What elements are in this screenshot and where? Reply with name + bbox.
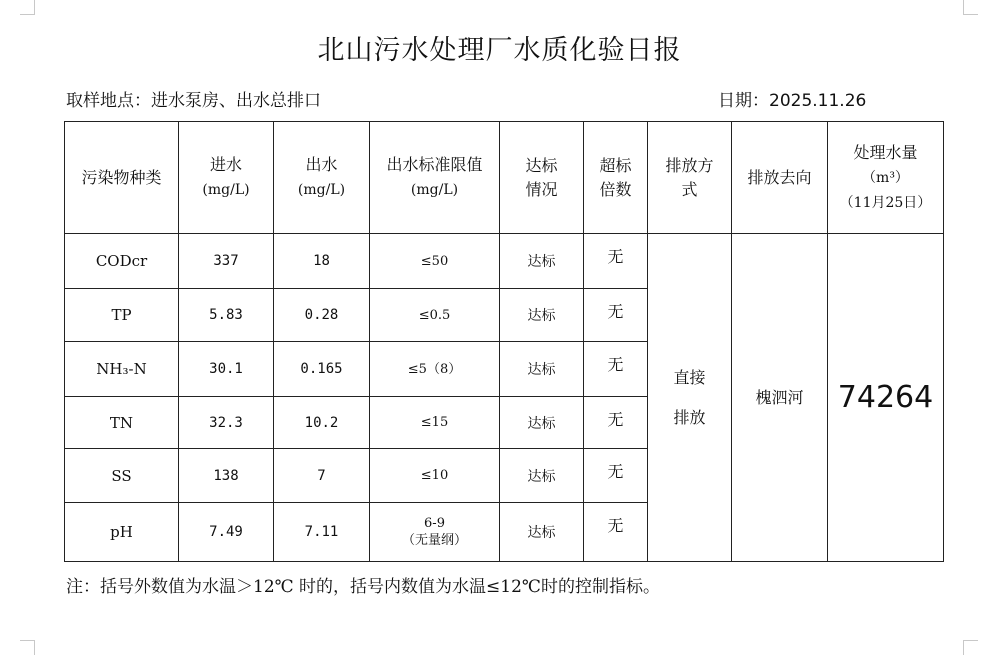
exceed-cell: 无 [584,289,648,342]
limit-cell: ≤10 [370,449,500,503]
status-cell: 达标 [500,397,584,449]
header-limit: 出水标准限值 (mg/L) [370,122,500,234]
crop-mark-top-right [963,0,978,15]
crop-mark-bottom-right [963,640,978,655]
status-cell: 达标 [500,234,584,289]
limit-cell: ≤50 [370,234,500,289]
effluent-cell: 10.2 [274,397,370,449]
report-title: 北山污水处理厂水质化验日报 [317,35,682,66]
influent-cell: 337 [179,234,274,289]
header-discharge-destination: 排放去向 [732,122,828,234]
influent-cell: 7.49 [179,503,274,562]
pollutant-cell: pH [65,503,179,562]
water-quality-table [64,121,944,562]
crop-mark-top-left [20,0,35,15]
status-cell: 达标 [500,503,584,562]
header-treated-volume: 处理水量 （m³） （11月25日） [828,122,944,234]
effluent-cell: 7.11 [274,503,370,562]
influent-cell: 138 [179,449,274,503]
limit-cell: ≤15 [370,397,500,449]
table-row [65,234,944,289]
pollutant-cell: NH₃-N [65,342,179,397]
limit-cell: 6-9 （无量纲） [370,503,500,562]
exceed-cell: 无 [584,234,648,289]
influent-cell: 5.83 [179,289,274,342]
effluent-cell: 7 [274,449,370,503]
discharge-method-cell: 直接 排放 [648,234,732,562]
pollutant-cell: CODcr [65,234,179,289]
header-pollutant: 污染物种类 [65,122,179,234]
report-date: 日期：2025.11.26 [718,91,867,111]
header-influent: 进水 (mg/L) [179,122,274,234]
effluent-cell: 0.28 [274,289,370,342]
discharge-destination-cell: 槐泗河 [732,234,828,562]
exceed-cell: 无 [584,342,648,397]
limit-cell: ≤5（8） [370,342,500,397]
exceed-cell: 无 [584,449,648,503]
status-cell: 达标 [500,342,584,397]
header-compliance: 达标 情况 [500,122,584,234]
exceed-cell: 无 [584,397,648,449]
pollutant-cell: TP [65,289,179,342]
header-discharge-method: 排放方 式 [648,122,732,234]
header-effluent: 出水 (mg/L) [274,122,370,234]
pollutant-cell: SS [65,449,179,503]
influent-cell: 32.3 [179,397,274,449]
pollutant-cell: TN [65,397,179,449]
status-cell: 达标 [500,289,584,342]
header-row [65,122,944,234]
header-exceed: 超标 倍数 [584,122,648,234]
treated-volume-cell: 74264 [828,234,944,562]
footnote: 注：括号外数值为水温＞12℃ 时的，括号内数值为水温≤12℃时的控制指标。 [66,577,660,597]
effluent-cell: 0.165 [274,342,370,397]
effluent-cell: 18 [274,234,370,289]
status-cell: 达标 [500,449,584,503]
sampling-location: 取样地点：进水泵房、出水总排口 [66,91,321,111]
influent-cell: 30.1 [179,342,274,397]
exceed-cell: 无 [584,503,648,562]
limit-cell: ≤0.5 [370,289,500,342]
crop-mark-bottom-left [20,640,35,655]
